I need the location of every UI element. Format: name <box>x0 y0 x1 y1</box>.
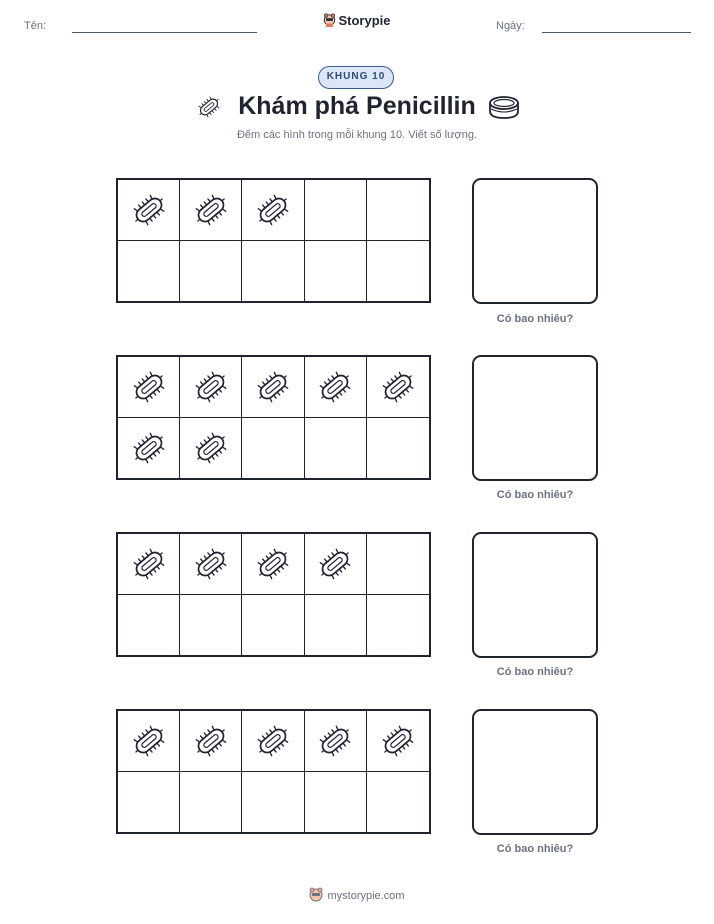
footer <box>0 887 714 903</box>
name-line[interactable] <box>72 32 257 33</box>
answer-prompt: Có bao nhiêu? <box>496 313 574 325</box>
section-badge: KHUNG 10 <box>318 66 394 89</box>
bacteria-icon <box>254 191 292 229</box>
ten-frame-cell <box>367 534 429 595</box>
name-label: Tên: <box>24 20 47 32</box>
ten-frame-cell <box>305 534 367 595</box>
storypie-mascot-icon <box>323 13 336 27</box>
ten-frame <box>116 178 431 303</box>
ten-frame-cell <box>118 241 180 302</box>
bacteria-icon <box>192 191 230 229</box>
bacteria-icon <box>192 545 230 583</box>
ten-frame-cell <box>242 180 304 241</box>
ten-frame-cell <box>180 534 242 595</box>
ten-frame-cell <box>242 772 304 833</box>
ten-frame-cell <box>305 180 367 241</box>
ten-frame-cell <box>367 241 429 302</box>
ten-frame-cell <box>118 772 180 833</box>
bacteria-icon <box>254 545 292 583</box>
bacteria-icon <box>130 545 168 583</box>
ten-frame-cell <box>242 418 304 479</box>
bacteria-icon <box>254 368 292 406</box>
bacteria-icon <box>130 191 168 229</box>
bacteria-icon <box>316 545 354 583</box>
bacteria-icon <box>192 429 230 467</box>
ten-frame-cell <box>180 711 242 772</box>
storypie-mascot-icon <box>309 887 323 903</box>
answer-prompt: Có bao nhiêu? <box>496 489 574 501</box>
ten-frame-cell <box>180 241 242 302</box>
ten-frame-cell <box>305 418 367 479</box>
ten-frame <box>116 532 431 657</box>
ten-frame-cell <box>305 595 367 656</box>
date-line[interactable] <box>542 32 691 33</box>
bacteria-icon <box>192 722 230 760</box>
ten-frame-cell <box>118 357 180 418</box>
ten-frame-cell <box>367 772 429 833</box>
ten-frame-cell <box>180 357 242 418</box>
date-label: Ngày: <box>496 20 525 32</box>
answer-box[interactable] <box>472 532 598 658</box>
bacteria-icon <box>192 368 230 406</box>
bacteria-icon <box>316 368 354 406</box>
bacteria-icon <box>316 722 354 760</box>
bacteria-icon <box>130 722 168 760</box>
ten-frame-cell <box>118 534 180 595</box>
instructions: Đếm các hình trong mỗi khung 10. Viết số lượng. <box>236 129 477 141</box>
answer-box[interactable] <box>472 709 598 835</box>
ten-frame-cell <box>242 357 304 418</box>
ten-frame-cell <box>305 772 367 833</box>
ten-frame-cell <box>118 711 180 772</box>
answer-box[interactable] <box>472 178 598 304</box>
ten-frame-cell <box>305 241 367 302</box>
answer-box[interactable] <box>472 355 598 481</box>
footer-site: mystorypie.com <box>327 890 405 902</box>
bacteria-icon <box>130 429 168 467</box>
ten-frame-cell <box>242 595 304 656</box>
ten-frame-cell <box>118 595 180 656</box>
ten-frame <box>116 355 431 480</box>
ten-frame-cell <box>367 711 429 772</box>
answer-prompt: Có bao nhiêu? <box>496 843 574 855</box>
bacteria-icon <box>379 368 417 406</box>
bacteria-icon <box>379 722 417 760</box>
ten-frame-cell <box>118 180 180 241</box>
ten-frame-cell <box>242 241 304 302</box>
bacteria-icon <box>254 722 292 760</box>
ten-frame-cell <box>180 595 242 656</box>
ten-frame-cell <box>367 418 429 479</box>
page-title: Khám phá Penicillin <box>238 92 476 120</box>
ten-frame-cell <box>367 357 429 418</box>
ten-frame-cell <box>242 534 304 595</box>
brand-name: Storypie <box>338 13 391 28</box>
ten-frame <box>116 709 431 834</box>
petri-dish-icon <box>488 92 520 122</box>
brand-logo <box>0 13 714 28</box>
ten-frame-cell <box>180 418 242 479</box>
ten-frame-cell <box>180 180 242 241</box>
ten-frame-cell <box>367 180 429 241</box>
ten-frame-cell <box>305 357 367 418</box>
answer-prompt: Có bao nhiêu? <box>496 666 574 678</box>
bacteria-icon <box>130 368 168 406</box>
ten-frame-cell <box>305 711 367 772</box>
ten-frame-cell <box>180 772 242 833</box>
ten-frame-cell <box>118 418 180 479</box>
ten-frame-cell <box>367 595 429 656</box>
ten-frame-cell <box>242 711 304 772</box>
